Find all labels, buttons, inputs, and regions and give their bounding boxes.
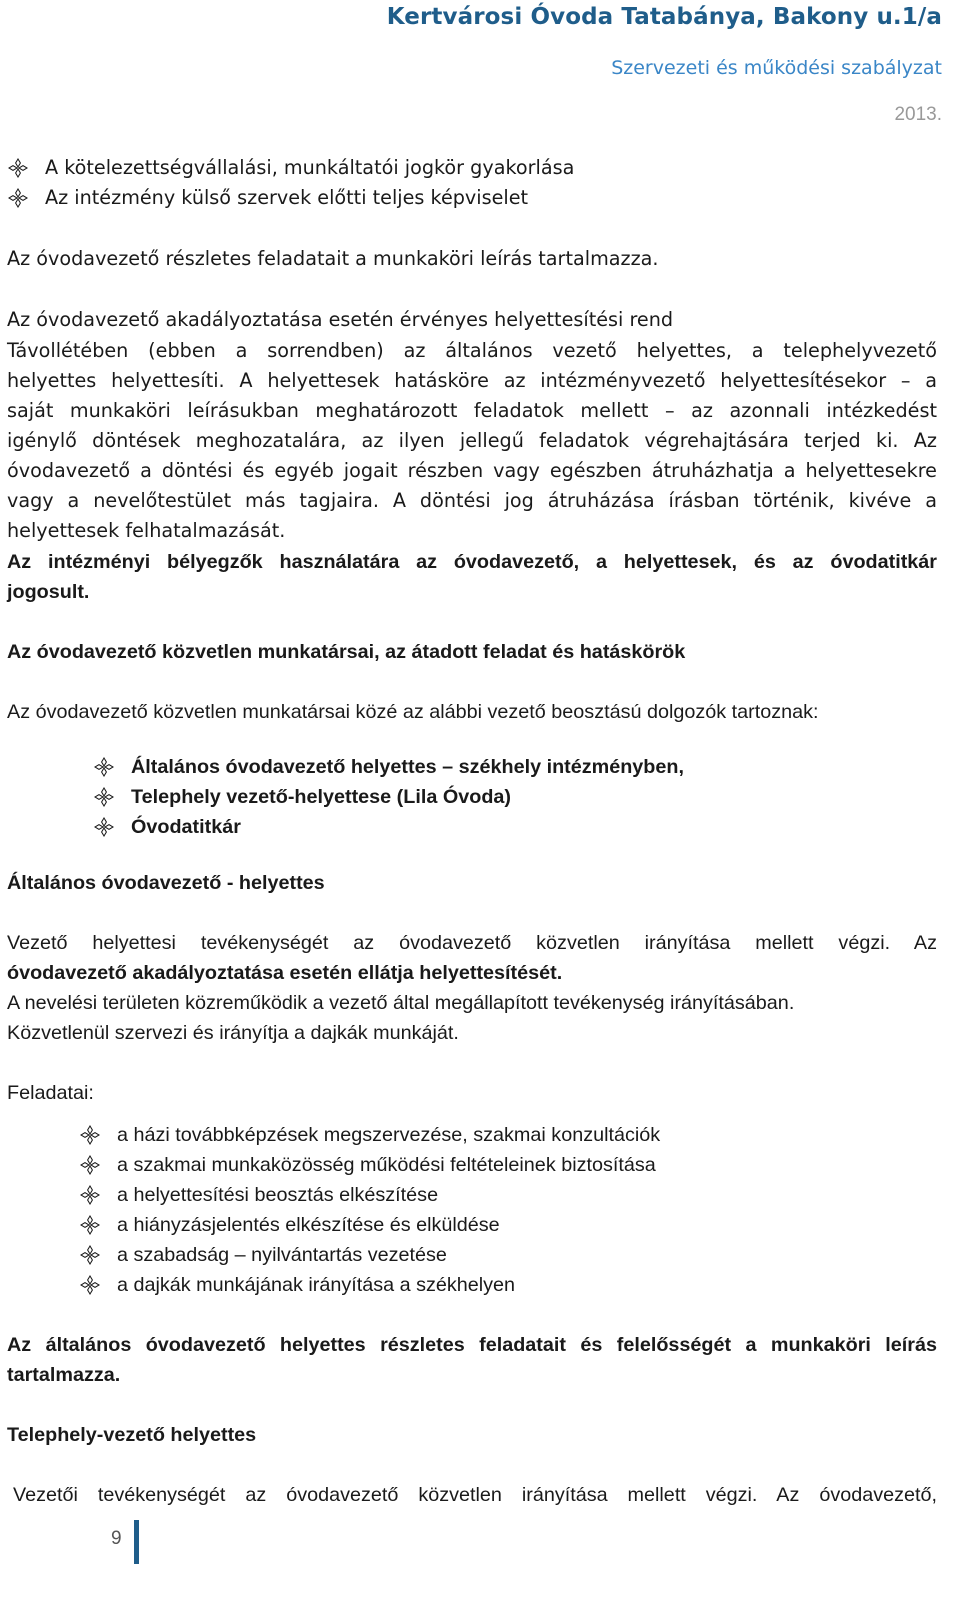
list-item xyxy=(93,782,511,812)
diamond-bullet-icon xyxy=(79,1214,101,1236)
list-item xyxy=(79,1120,660,1150)
paragraph-line: helyettes helyettesíti. A helyettesek hatásköre az intézményvezető helyettesítésekor – a xyxy=(7,369,937,392)
list-item-text: a dajkák munkájának irányítása a székhelyen xyxy=(117,1274,516,1296)
paragraph-line: igénylő döntések meghozatalára, az ilyen jellegű feladatok végrehajtására terjed ki. Az xyxy=(7,429,937,452)
paragraph-line: saját munkaköri leírásukban meghatározott feladatok mellett – az azonnali intézkedést xyxy=(7,399,937,422)
footer-divider xyxy=(134,1520,139,1564)
paragraph-line: A nevelési területen közreműködik a vezető által megállapított tevékenység irányításában. xyxy=(7,992,795,1014)
list-item-text: a szakmai munkaközösség működési feltételeinek biztosítása xyxy=(117,1154,656,1176)
paragraph-colleagues-intro: Az óvodavezető közvetlen munkatársai közé az alábbi vezető beosztású dolgozók tartoznak: xyxy=(7,701,819,723)
diamond-bullet-icon xyxy=(93,786,115,808)
list-item-text: a házi továbbképzések megszervezése, szakmai konzultációk xyxy=(117,1124,661,1146)
diamond-bullet-icon xyxy=(79,1124,101,1146)
diamond-bullet-icon xyxy=(7,187,29,209)
paragraph-line: Távollétében (ebben a sorrendben) az általános vezető helyettes, a telephelyvezető xyxy=(7,339,937,362)
paragraph-line: helyettesek felhatalmazását. xyxy=(7,519,286,542)
section-heading-colleagues: Az óvodavezető közvetlen munkatársai, az átadott feladat és hatáskörök xyxy=(7,641,686,663)
diamond-bullet-icon xyxy=(7,157,29,179)
list-item xyxy=(7,183,528,213)
list-item-text: a szabadság – nyilvántartás vezetése xyxy=(117,1244,447,1266)
paragraph-line: óvodavezető a döntési és egyéb jogait részben vagy egészben átruházhatja a helyettesekre xyxy=(7,459,937,482)
page-number: 9 xyxy=(111,1528,122,1549)
document-header-title: Kertvárosi Óvoda Tatabánya, Bakony u.1/a xyxy=(386,4,942,30)
list-item-text: A kötelezettségvállalási, munkáltatói jogkör gyakorlása xyxy=(45,156,575,179)
diamond-bullet-icon xyxy=(79,1184,101,1206)
list-item-text: Óvodatitkár xyxy=(131,816,241,838)
list-item xyxy=(79,1180,438,1210)
paragraph-line: óvodavezető akadályoztatása esetén ellátja helyettesítését. xyxy=(7,962,563,984)
list-item xyxy=(79,1210,500,1240)
section-heading-site-deputy: Telephely-vezető helyettes xyxy=(7,1424,257,1446)
list-item xyxy=(79,1270,515,1300)
list-item-text: a helyettesítési beosztás elkészítése xyxy=(117,1184,439,1206)
paragraph-line: vagy a nevelőtestület más tagjaira. A döntési jog átruházása írásban történik, kivéve a xyxy=(7,489,937,512)
document-header-year: 2013. xyxy=(894,104,942,125)
list-item xyxy=(7,153,574,183)
paragraph-line: Vezető helyettesi tevékenységét az óvodavezető közvetlen irányítása mellett végzi. Az xyxy=(7,932,937,954)
diamond-bullet-icon xyxy=(79,1244,101,1266)
tasks-label: Feladatai: xyxy=(7,1082,94,1104)
diamond-bullet-icon xyxy=(79,1274,101,1296)
paragraph-stamp-line: Az intézményi bélyegzők használatára az óvodavezető, a helyettesek, és az óvodatitkár xyxy=(7,551,937,573)
paragraph-line: Az általános óvodavezető helyettes részletes feladatait és felelősségét a munkaköri leírás xyxy=(7,1334,937,1356)
paragraph-line: Közvetlenül szervezi és irányítja a dajkák munkáját. xyxy=(7,1022,459,1044)
list-item-text: Általános óvodavezető helyettes – székhely intézményben, xyxy=(131,756,684,778)
list-item-text: a hiányzásjelentés elkészítése és elküldése xyxy=(117,1214,500,1236)
list-item xyxy=(93,752,684,782)
section-heading-substitution: Az óvodavezető akadályoztatása esetén érvényes helyettesítési rend xyxy=(7,308,674,331)
list-item xyxy=(79,1150,656,1180)
diamond-bullet-icon xyxy=(93,756,115,778)
list-item-text: Telephely vezető-helyettese (Lila Óvoda) xyxy=(131,786,511,808)
paragraph-line: Vezetői tevékenységét az óvodavezető közvetlen irányítása mellett végzi. Az óvodavezető, xyxy=(13,1484,937,1506)
list-item xyxy=(93,812,241,842)
document-header-subtitle: Szervezeti és működési szabályzat xyxy=(611,57,942,79)
section-heading-deputy: Általános óvodavezető - helyettes xyxy=(7,872,325,894)
paragraph-job-description: Az óvodavezető részletes feladatait a munkaköri leírás tartalmazza. xyxy=(7,247,659,270)
paragraph-line: tartalmazza. xyxy=(7,1364,121,1386)
list-item xyxy=(79,1240,447,1270)
list-item-text: Az intézmény külső szervek előtti teljes képviselet xyxy=(45,186,529,209)
diamond-bullet-icon xyxy=(93,816,115,838)
diamond-bullet-icon xyxy=(79,1154,101,1176)
paragraph-stamp-line: jogosult. xyxy=(7,581,90,603)
